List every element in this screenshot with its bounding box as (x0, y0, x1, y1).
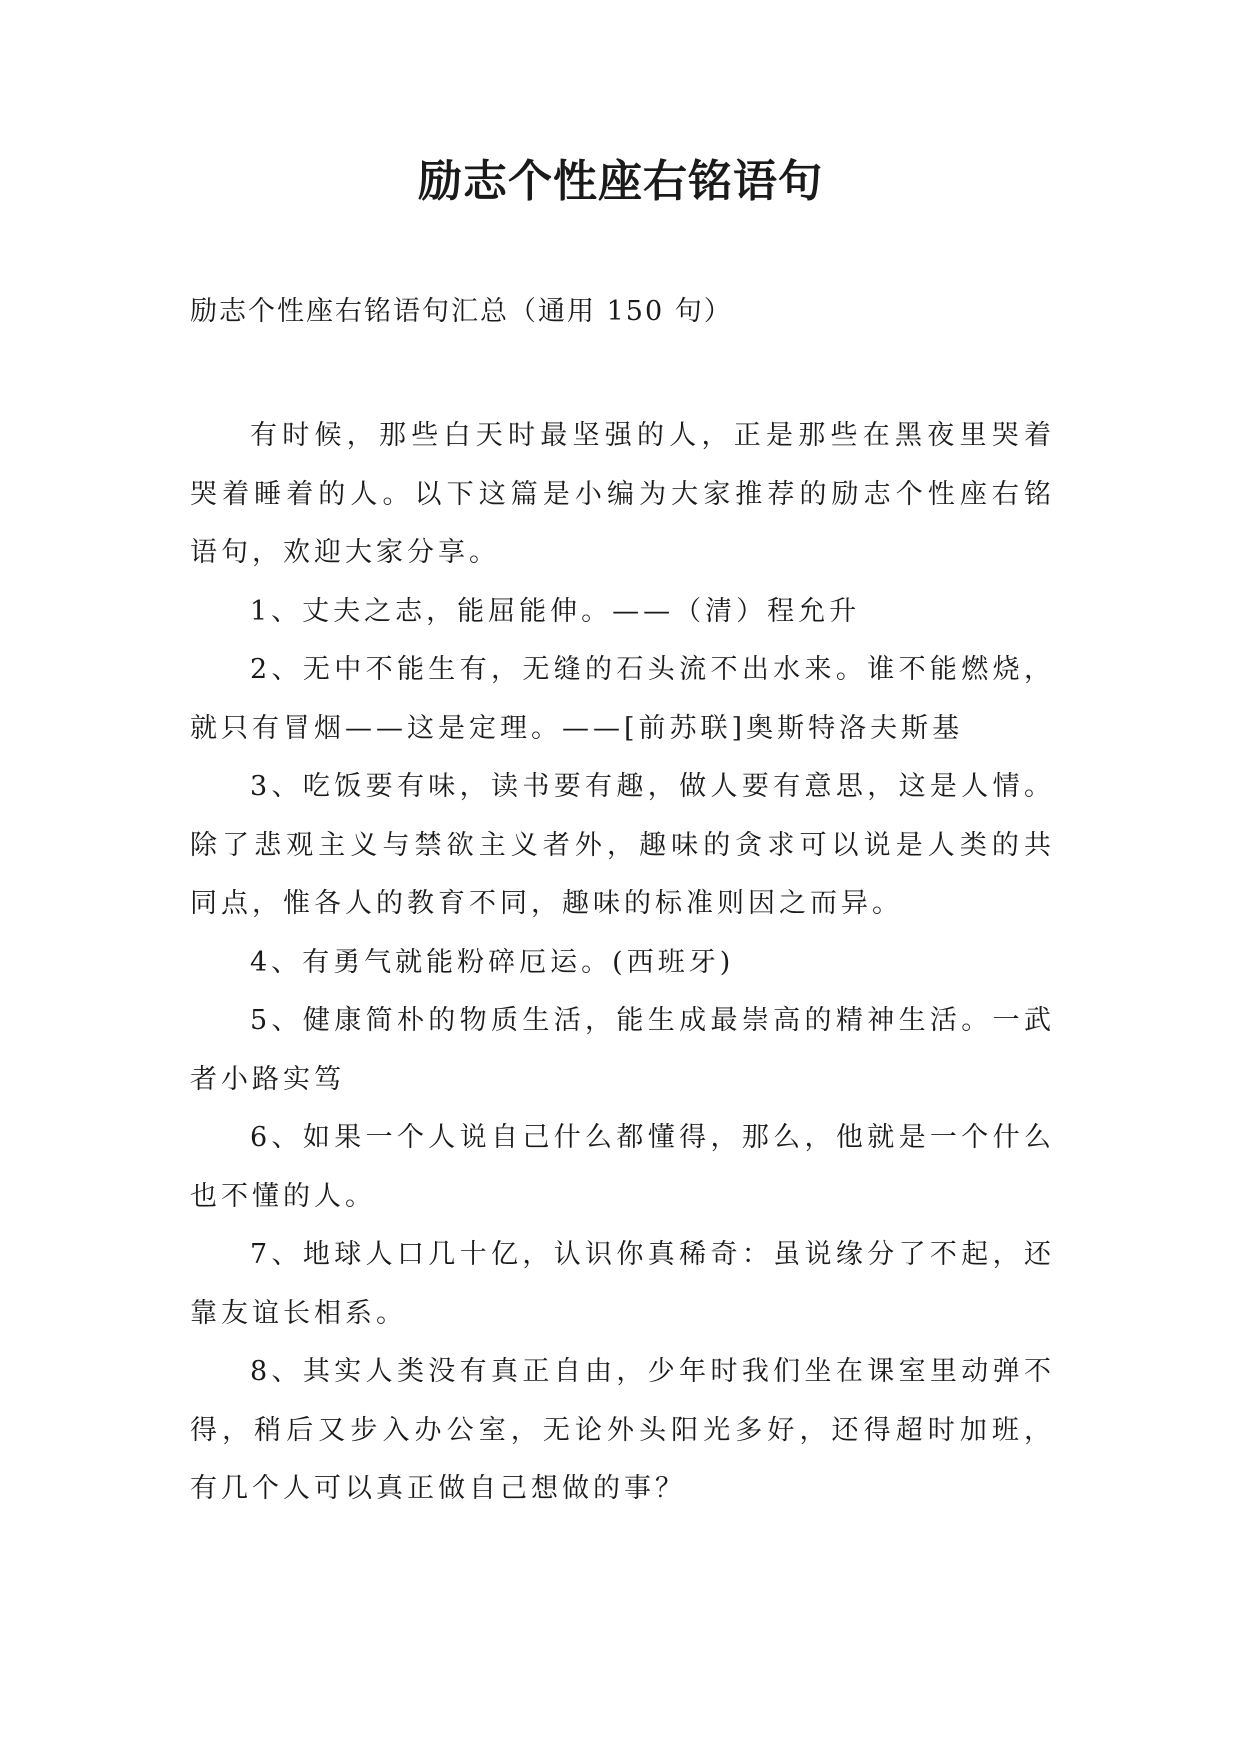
document-body (190, 407, 1055, 1519)
intro-paragraph: 有时候，那些白天时最坚强的人，正是那些在黑夜里哭着哭着睡着的人。以下这篇是小编为大家推荐的励志个性座右铭语句，欢迎大家分享。 (190, 420, 1055, 568)
document-title: 励志个性座右铭语句 (418, 156, 823, 207)
quote-item-2: 2、无中不能生有，无缝的石头流不出水来。谁不能燃烧，就只有冒烟——这是定理。——[前苏联]奥斯特洛夫斯基 (190, 654, 1055, 744)
quote-item-7: 7、地球人口几十亿，认识你真稀奇：虽说缘分了不起，还靠友谊长相系。 (190, 1239, 1055, 1329)
quote-item-8: 8、其实人类没有真正自由，少年时我们坐在课室里动弹不得，稍后又步入办公室，无论外头阳光多好，还得超时加班，有几个人可以真正做自己想做的事？ (190, 1356, 1055, 1504)
quote-item-6: 6、如果一个人说自己什么都懂得，那么，他就是一个什么也不懂的人。 (190, 1122, 1055, 1212)
quote-item-4: 4、有勇气就能粉碎厄运。(西班牙) (250, 946, 735, 978)
quote-item-5: 5、健康简朴的物质生活，能生成最崇高的精神生活。一武者小路实笃 (190, 1005, 1055, 1095)
quote-item-3: 3、吃饭要有味，读书要有趣，做人要有意思，这是人情。除了悲观主义与禁欲主义者外，趣味的贪求可以说是人类的共同点，惟各人的教育不同，趣味的标准则因之而异。 (190, 771, 1055, 919)
quote-item-1: 1、丈夫之志，能屈能伸。——（清）程允升 (250, 595, 861, 627)
document-subtitle: 励志个性座右铭语句汇总（通用 150 句） (190, 296, 733, 327)
